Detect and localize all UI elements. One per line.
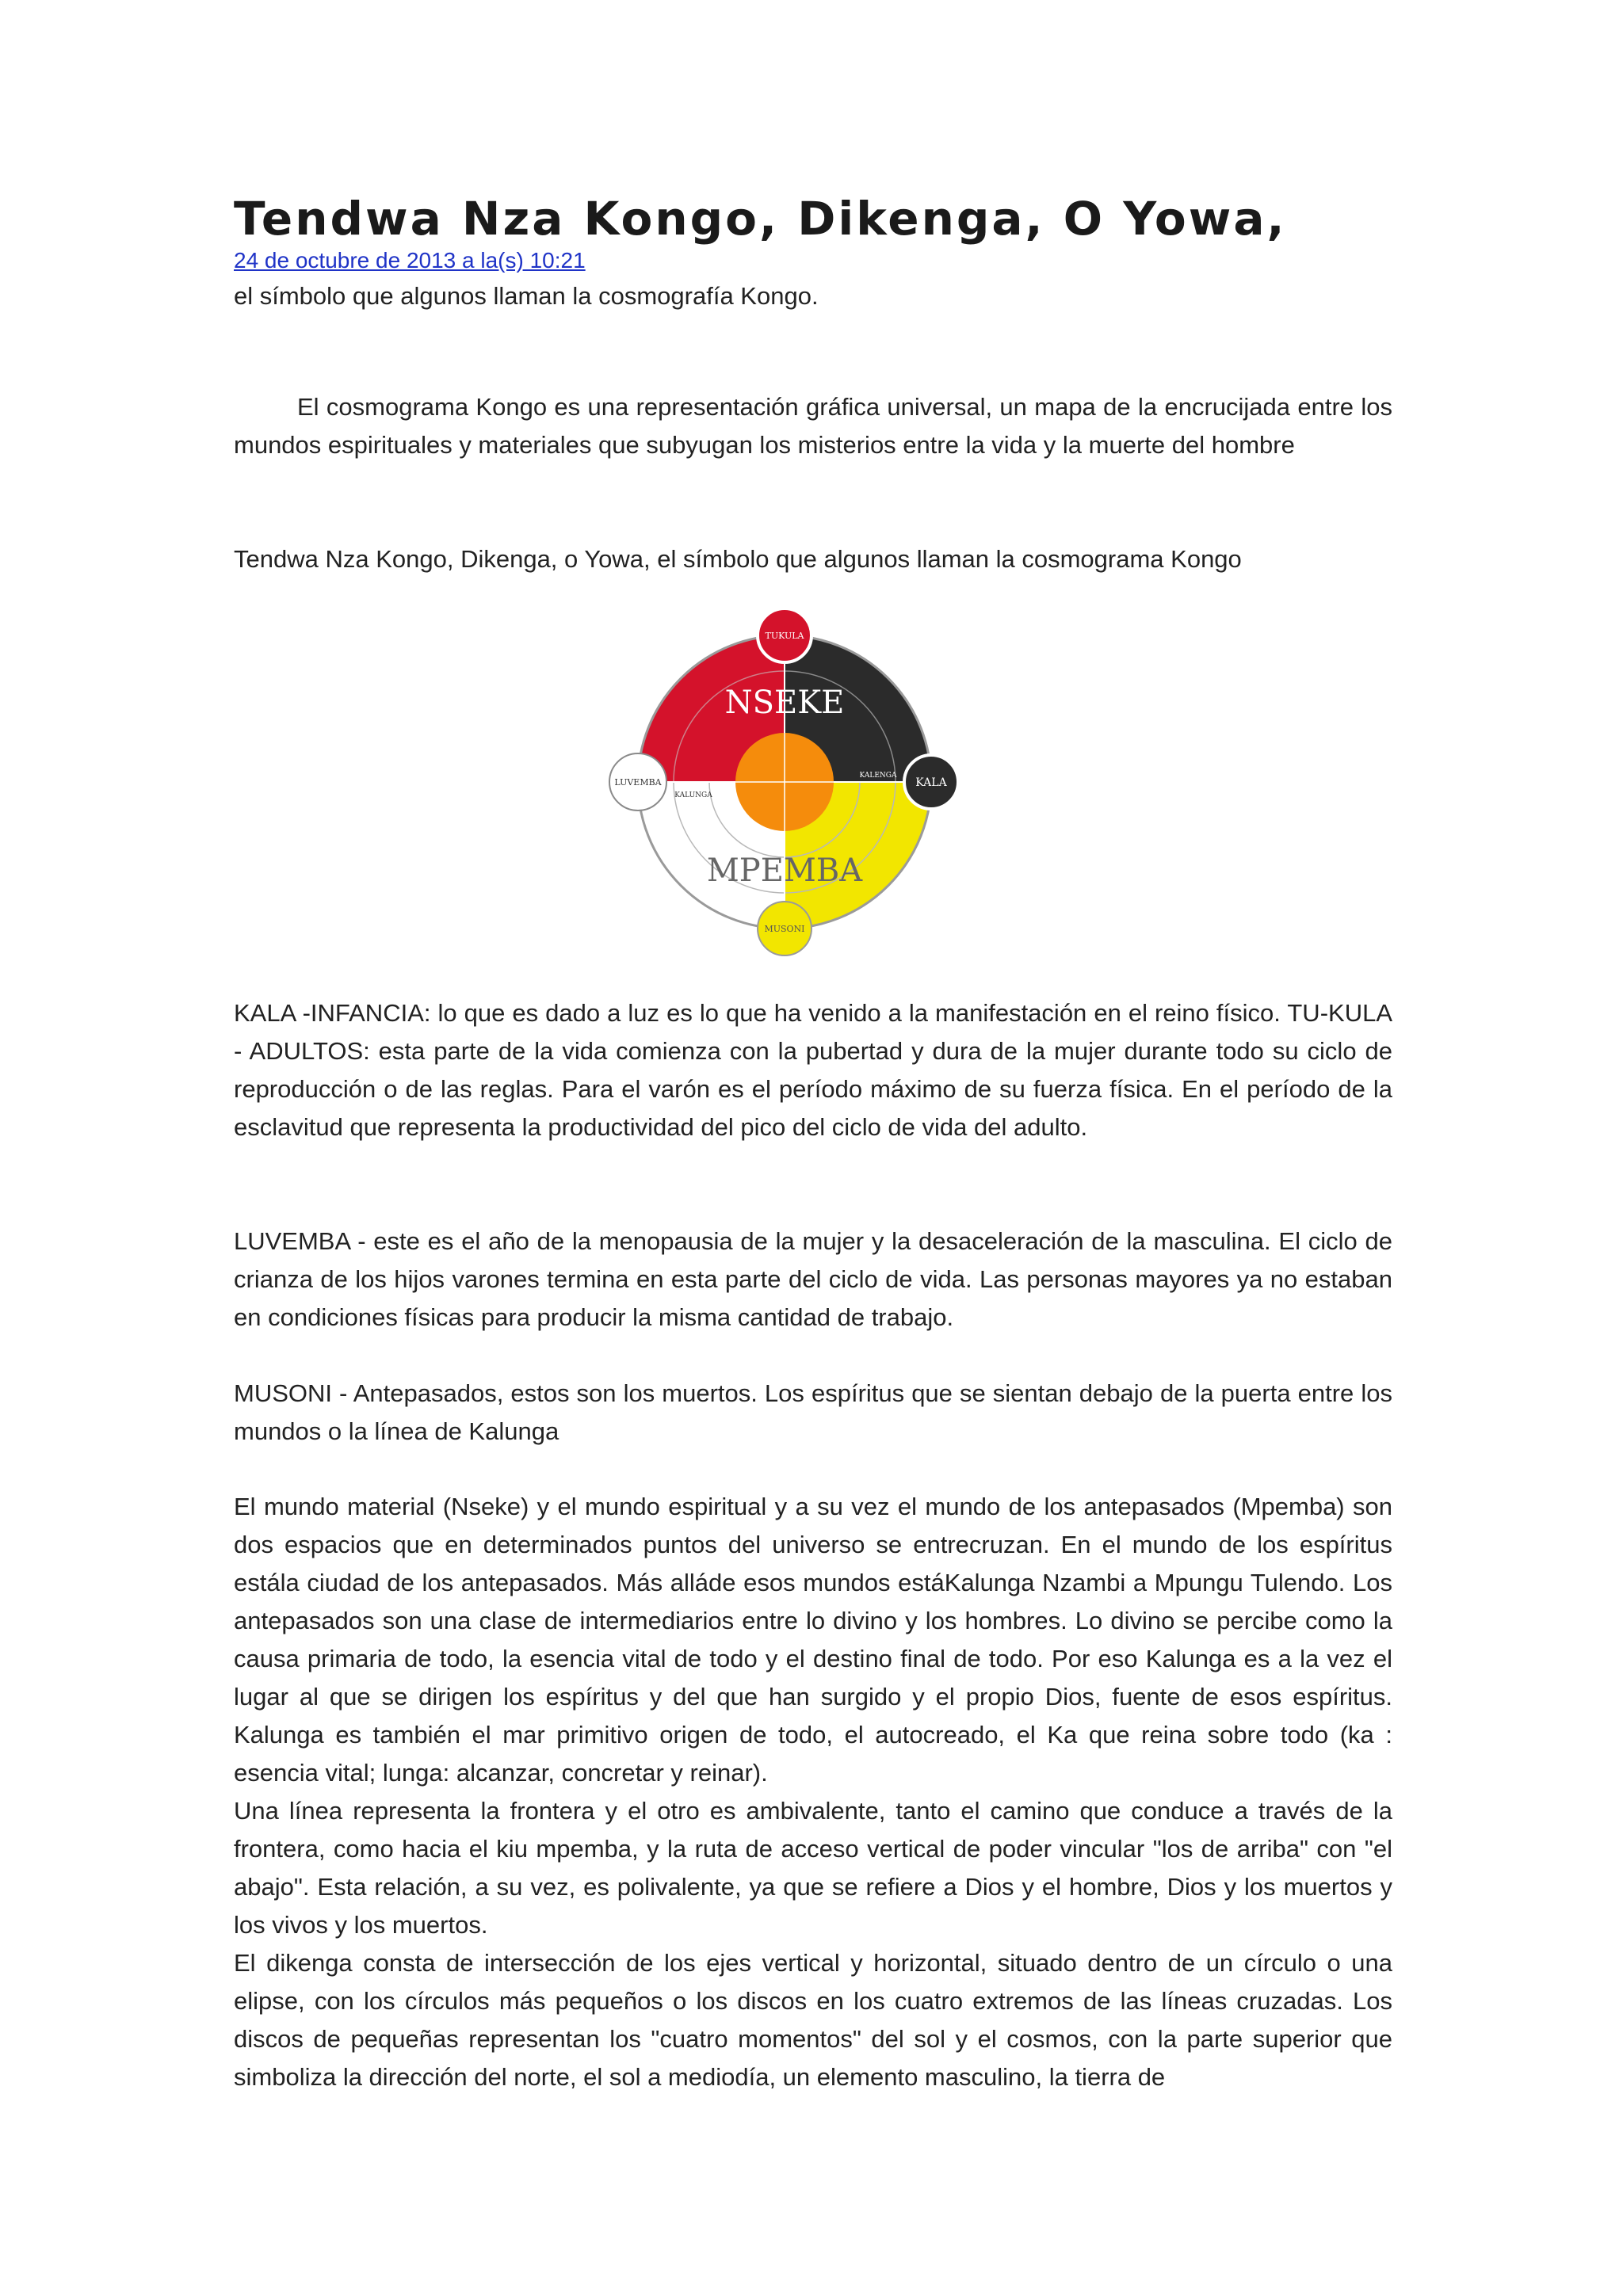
- kala-tukula-paragraph: KALA -INFANCIA: lo que es dado a luz es lo que ha venido a la manifestación en el reino físico. TU-KULA - ADULTOS: esta parte de la vida comienza con la pubertad y dura de la mujer durante todo su ciclo de reproducción o de las reglas. Para el varón es el período máximo de su fuerza física. En el período de la esclavitud que representa la productividad del pico del ciclo de vida del adulto.: [234, 999, 1392, 1141]
- musoni-paragraph: MUSONI - Antepasados, estos son los muertos. Los espíritus que se sientan debajo de la puerta entre los mundos o la línea de Kalunga: [234, 1379, 1392, 1445]
- tukula-label: TUKULA: [765, 631, 804, 641]
- kalunga-label: KALUNGA: [674, 791, 712, 799]
- linea-paragraph: Una línea representa la frontera y el otro es ambivalente, tanto el camino que conduce a través de la frontera, como hacia el kiu mpemba, y la ruta de acceso vertical de poder vincular "los de arriba" con "el abajo". Esta relación, a su vez, es polivalente, ya que se refiere a Dios y el hombre, Dios y los muertos y los vivos y los muertos.: [234, 1797, 1392, 1939]
- page-title: Tendwa Nza Kongo, Dikenga, O Yowa,: [234, 192, 1287, 246]
- cosmogram-figure: [606, 604, 1018, 984]
- kalenga-label: KALENGA: [859, 772, 897, 780]
- intro-caption: Tendwa Nza Kongo, Dikenga, o Yowa, el símbolo que algunos llaman la cosmograma Kongo: [234, 545, 1242, 573]
- dikenga-paragraph: El dikenga consta de intersección de los ejes vertical y horizontal, situado dentro de un círculo o una elipse, con los círculos más pequeños o los discos en los cuatro extremos de las líneas cruzadas. Los discos de pequeñas representan los "cuatro momentos" del sol y el cosmos, con la parte superior que simboliza la dirección del norte, el sol a mediodía, un elemento masculino, la tierra de: [234, 1949, 1392, 2091]
- post-date-link[interactable]: 24 de octubre de 2013 a la(s) 10:21: [234, 248, 586, 273]
- mpemba-label: MPEMBA: [706, 852, 863, 889]
- luvemba-label: LUVEMBA: [614, 777, 662, 788]
- luvemba-paragraph: LUVEMBA - este es el año de la menopausia de la mujer y la desaceleración de la masculina. El ciclo de crianza de los hijos varones termina en esta parte del ciclo de vida. Las personas mayores ya no estaban en condiciones físicas para producir la misma cantidad de trabajo.: [234, 1227, 1392, 1331]
- musoni-label: MUSONI: [764, 924, 805, 934]
- subtitle: el símbolo que algunos llaman la cosmografía Kongo.: [234, 282, 819, 310]
- nseke-label: NSEKE: [724, 685, 845, 721]
- intro-paragraph: El cosmograma Kongo es una representación gráfica universal, un mapa de la encrucijada entre los mundos espirituales y materiales que subyugan los misterios entre la vida y la muerte del hombre: [234, 393, 1392, 459]
- cosmogram-diagram: [606, 604, 1018, 984]
- kala-label: KALA: [915, 776, 947, 789]
- mundo-paragraph: El mundo material (Nseke) y el mundo espiritual y a su vez el mundo de los antepasados (Mpemba) son dos espacios que en determinados puntos del universo se entrecruzan. En el mundo de los espíritus estála ciudad de los antepasados. Más alláde esos mundos estáKalunga Nzambi a Mpungu Tulendo. Los antepasados son una clase de intermediarios entre lo divino y los hombres. Lo divino se percibe como la causa primaria de todo, la esencia vital de todo y el destino final de todo. Por eso Kalunga es a la vez el lugar al que se dirigen los espíritus y del que han surgido y el propio Dios, fuente de esos espíritus. Kalunga es también el mar primitivo origen de todo, el autocreado, el Ka que reina sobre todo (ka : esencia vital; lunga: alcanzar, concretar y reinar).: [234, 1493, 1392, 1787]
